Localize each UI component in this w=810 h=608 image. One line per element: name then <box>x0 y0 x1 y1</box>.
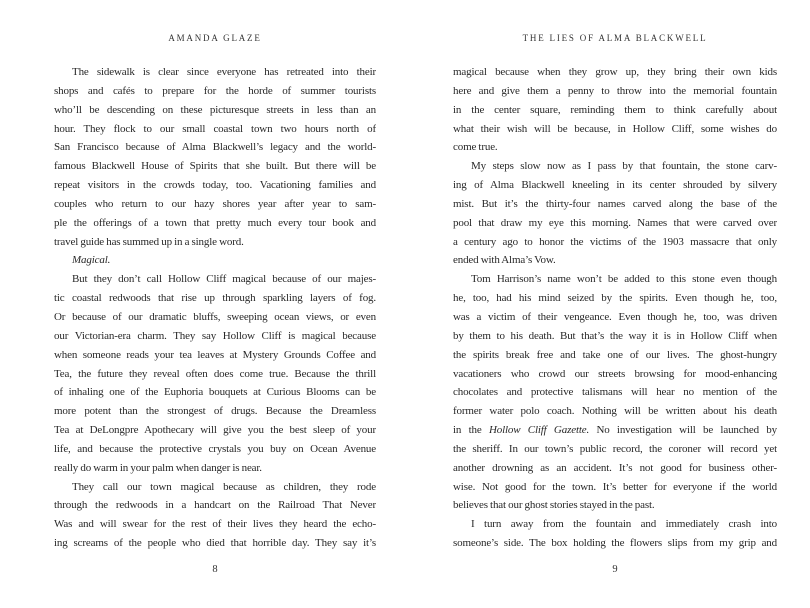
page-left <box>54 33 376 575</box>
text-line: through the redwoods in a handcart on the Railroad That Never <box>54 499 376 512</box>
text-line: ple the offerings of a town that pretty much every tour book and <box>54 216 376 229</box>
text-line: former water polo coach. Nothing will be written about his death <box>453 405 777 418</box>
page-right <box>453 33 777 575</box>
page-body-text <box>54 63 376 553</box>
text-line: more potent than the strongest of drugs. Because the Dreamless <box>54 405 376 418</box>
text-line: he, too, had his mind seized by the spirits. Even though he, too, <box>453 292 777 305</box>
text-line: wise. Not good for the town. It’s better for everyone if the world <box>453 480 777 493</box>
text-line: shops and cafés to prepare for the horde of summer tourists <box>54 84 376 97</box>
text-line: tic coastal redwoods that rise up through sparkling layers of fog. <box>54 292 376 305</box>
text-line: who’ll be descending on these picturesque streets in less than an <box>54 103 376 116</box>
running-header-author: AMANDA GLAZE <box>168 33 262 43</box>
text-line: life, and because the protective crystals you buy on Ocean Avenue <box>54 442 376 455</box>
text-line: Tea, the future they reveal often does come true. Because the thrill <box>54 367 376 380</box>
text-line: here and give them a penny to throw into the memorial fountain <box>453 84 777 97</box>
text-line: travel guide has summed up in a single word. <box>54 235 244 248</box>
text-line: believes that our ghost stories stayed in the past. <box>453 499 655 512</box>
text-line: was a victim of their vengeance. Even though he, too, was driven <box>453 310 777 323</box>
text-line: ended with Alma’s Vow. <box>453 254 556 267</box>
text-line: chocolates and protective talismans will hear no mention of the <box>453 386 777 399</box>
text-line: someone’s side. The box holding the flowers slips from my grip and <box>453 537 777 550</box>
text-line: Or because of our dramatic bluffs, sweeping ocean views, or even <box>54 310 376 323</box>
text-line: of inhaling one of the Euphoria bouquets at Curious Blooms can be <box>54 386 376 399</box>
text-line: really do warm in your palm when danger is near. <box>54 461 262 474</box>
text-line: They call our town magical because as children, they rode <box>72 480 376 493</box>
text-line: mist. But it’s the thirty-four names carved along the base of the <box>453 197 777 210</box>
text-line: what their wish will be because, in Hollow Cliff, some wishes do <box>453 122 777 135</box>
text-line: My steps slow now as I pass by that fountain, the stone carv- <box>471 160 777 173</box>
text-line: pool that draw my eye this morning. Names that were carved over <box>453 216 777 229</box>
text-line: when someone reads your tea leaves at Mystery Grounds Coffee and <box>54 348 376 361</box>
text-line: vacationers who crowd our streets browsing for mood-enhancing <box>453 367 777 380</box>
page-number: 9 <box>612 563 618 575</box>
text-line: ing of Alma Blackwell kneeling in its center shrouded by silvery <box>453 179 777 192</box>
text-line: I turn away from the fountain and immediately crash into <box>471 518 777 531</box>
text-line: Was and will swear for the rest of their lives they heard the echo- <box>54 518 376 531</box>
text-line: a century ago to honor the victims of the 1903 massacre that only <box>453 235 777 248</box>
text-line: our Victorian-era charm. They say Hollow Cliff is magical because <box>54 329 376 342</box>
text-line: the sheriff. In our town’s public record, the coroner will record yet <box>453 442 777 455</box>
text-line: magical because when they grow up, they bring their own kids <box>453 66 777 78</box>
text-line: in the Hollow Cliff Gazette. No investigation will be launched by <box>453 424 777 437</box>
text-line: The sidewalk is clear since everyone has retreated into their <box>72 66 376 78</box>
text-line: Magical. <box>72 254 111 267</box>
text-line: by them to his death. But that’s the way it is in Hollow Cliff when <box>453 329 777 342</box>
text-line: But they don’t call Hollow Cliff magical because of our majes- <box>72 273 376 286</box>
text-line: the spirits break free and take one of our lives. The ghost-hungry <box>453 348 777 361</box>
text-line: ing screams of the people who died that horrible day. They say it’s <box>54 537 376 550</box>
running-header-title: THE LIES OF ALMA BLACKWELL <box>522 33 708 43</box>
text-line: famous Blackwell House of Spirits that she built. But there will be <box>54 160 376 173</box>
text-line: San Francisco because of Alma Blackwell’s legacy and the world- <box>54 141 376 154</box>
page-body-text <box>453 63 777 553</box>
text-line: repeat visitors in the crowds today, too. Vacationing families and <box>54 179 376 192</box>
text-line: in the center square, reminding them to think carefully about <box>453 103 777 116</box>
text-line: another drowning as an accident. It’s not good for business other- <box>453 461 777 474</box>
text-line: Tea at DeLongpre Apothecary will give you the best sleep of your <box>54 424 376 437</box>
text-line: Tom Harrison’s name won’t be added to this stone even though <box>471 273 777 286</box>
text-line: hour. They flock to our small coastal town two hours north of <box>54 122 376 135</box>
text-line: couples who return to our hazy shores year after year to sam- <box>54 197 376 210</box>
text-line: come true. <box>453 141 498 154</box>
page-number: 8 <box>212 563 218 575</box>
